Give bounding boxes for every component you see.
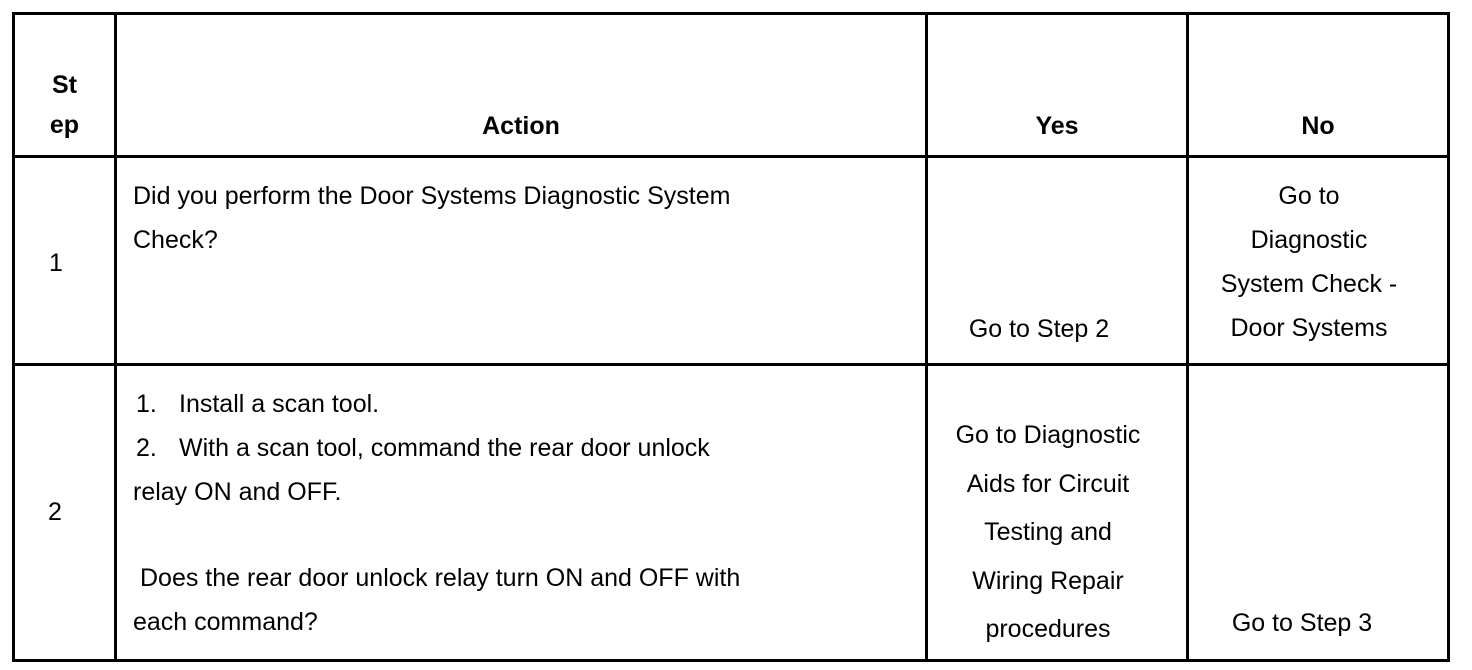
row-divider-1 bbox=[12, 363, 1450, 366]
list-item-number: 1. bbox=[136, 390, 157, 418]
row1-no bbox=[1189, 174, 1429, 350]
row2-no: Go to Step 3 bbox=[1231, 609, 1373, 637]
row1-action-line1: Did you perform the Door Systems Diagnostic System bbox=[133, 182, 731, 210]
header-no: No bbox=[1301, 112, 1335, 140]
row2-step: 2 bbox=[48, 498, 62, 526]
row1-step: 1 bbox=[49, 249, 63, 277]
row1-action-line2: Check? bbox=[133, 226, 218, 254]
row2-yes-line1: Go to Diagnostic bbox=[955, 421, 1141, 449]
row2-question-line2: each command? bbox=[133, 608, 318, 636]
row1-no-line4: Door Systems bbox=[1230, 314, 1388, 342]
row1-no-line1: Go to bbox=[1278, 182, 1340, 210]
list-item bbox=[133, 426, 740, 470]
header-step bbox=[15, 65, 114, 145]
row2-yes bbox=[928, 411, 1168, 654]
spacer bbox=[133, 514, 740, 556]
header-step-line1: St bbox=[52, 71, 77, 99]
list-item-number: 2. bbox=[136, 434, 157, 462]
row1-action bbox=[133, 174, 730, 262]
row2-yes-line3: Testing and bbox=[984, 518, 1112, 546]
row2-yes-line5: procedures bbox=[985, 615, 1111, 643]
row1-no-line3: System Check - bbox=[1220, 270, 1398, 298]
row2-question-line1: Does the rear door unlock relay turn ON and OFF with bbox=[140, 564, 741, 592]
row-divider-header bbox=[12, 155, 1450, 158]
header-yes: Yes bbox=[1035, 112, 1079, 140]
list-item-text: With a scan tool, command the rear door unlock bbox=[179, 434, 710, 462]
header-step-line2: ep bbox=[49, 111, 80, 139]
header-action: Action bbox=[482, 112, 560, 140]
list-item-text: Install a scan tool. bbox=[179, 390, 380, 418]
list-item bbox=[133, 382, 740, 426]
list-continuation: relay ON and OFF. bbox=[133, 478, 342, 506]
row1-no-line2: Diagnostic bbox=[1250, 226, 1368, 254]
row2-yes-line2: Aids for Circuit bbox=[966, 469, 1130, 498]
row1-yes: Go to Step 2 bbox=[968, 315, 1110, 343]
row2-action bbox=[133, 382, 740, 644]
row2-yes-line4: Wiring Repair bbox=[972, 566, 1124, 595]
